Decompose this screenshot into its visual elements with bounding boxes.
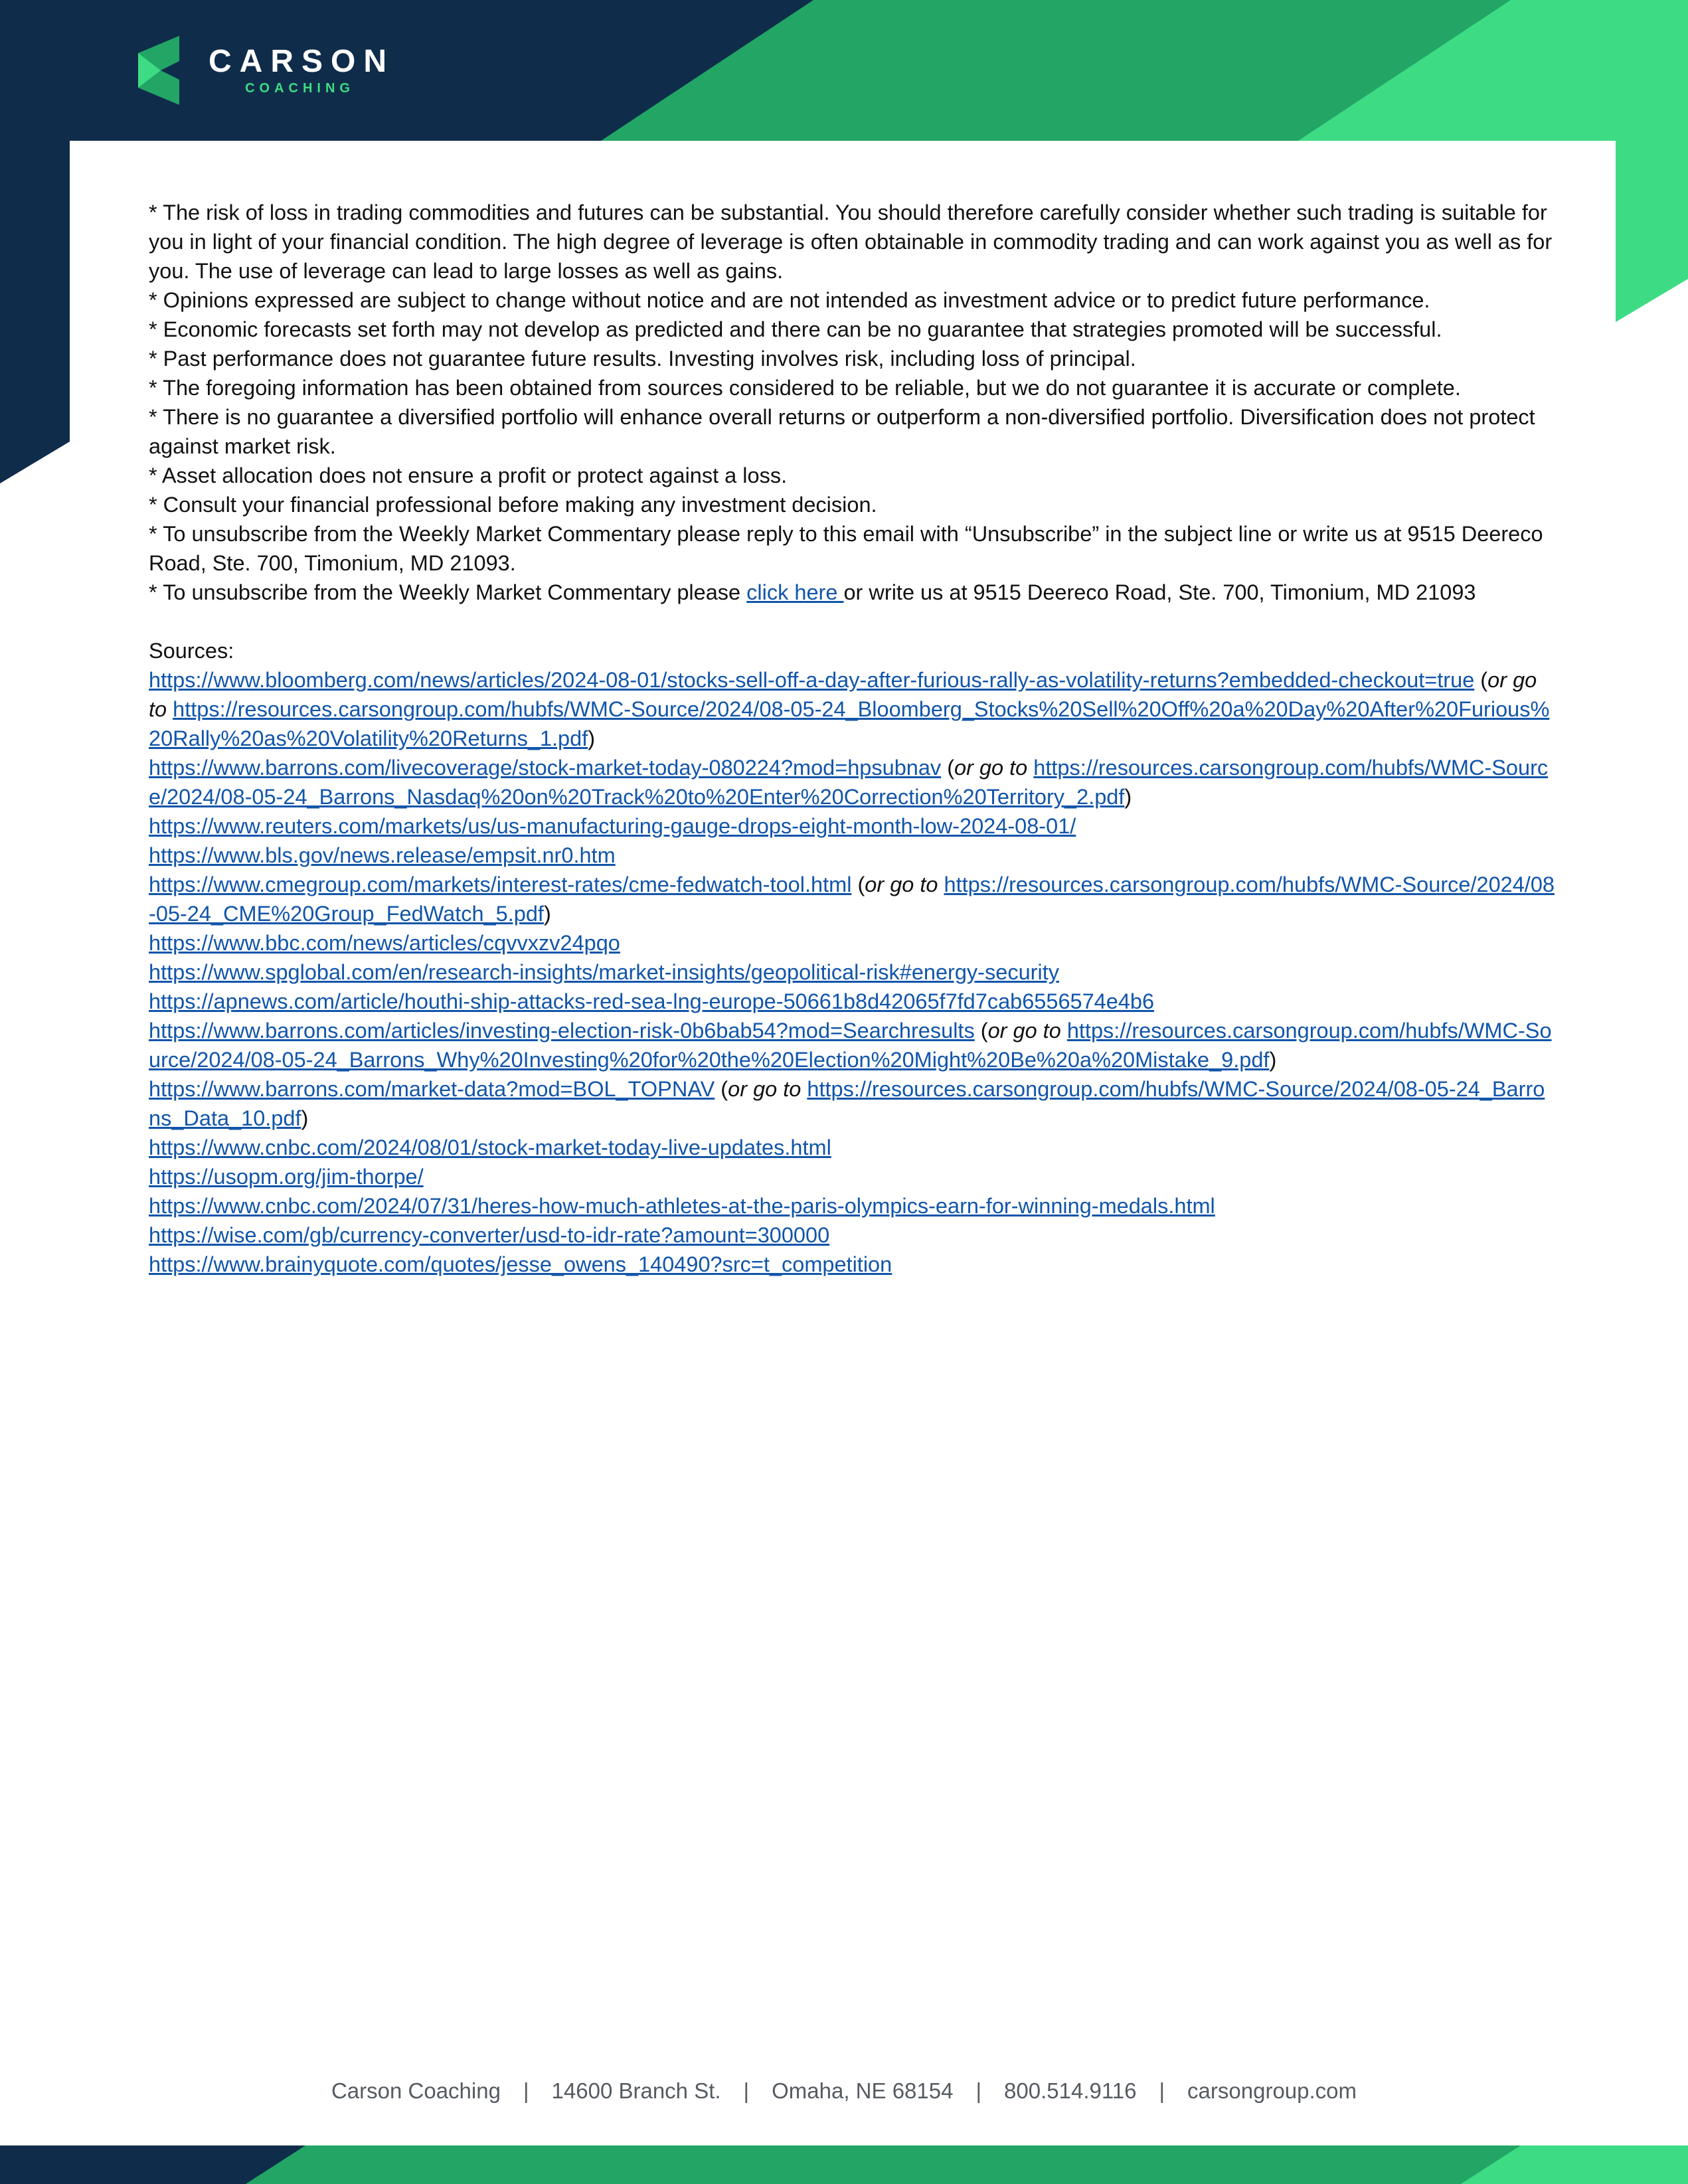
footer-contact bbox=[0, 2078, 1688, 2104]
footer-city: Omaha, NE 68154 bbox=[772, 2078, 954, 2103]
source-alt-link[interactable]: https://resources.carsongroup.com/hubfs/WMC-Source/2024/08-05-24_Barrons_Nasdaq%20on%20Track%20to%20Enter%20Correction%20Territory_2.pdf bbox=[149, 756, 1549, 809]
disclaimer-line: * Consult your financial professional before making any investment decision. bbox=[149, 493, 877, 517]
sources-list bbox=[149, 665, 1557, 1279]
source-item: https://www.cmegroup.com/markets/interest-rates/cme-fedwatch-tool.html (or go to https://resources.carsongroup.com/hubfs/WMC-Source/2024/08-05-24_CME%20Group_FedWatch_5.pdf) bbox=[149, 873, 1555, 926]
source-link[interactable]: https://www.spglobal.com/en/research-insights/market-insights/geopolitical-risk#energy-security bbox=[149, 960, 1059, 984]
source-alt-link[interactable]: https://resources.carsongroup.com/hubfs/WMC-Source/2024/08-05-24_Barrons_Data_10.pdf bbox=[149, 1077, 1545, 1130]
source-item bbox=[149, 1191, 1557, 1220]
source-alt-link[interactable]: https://resources.carsongroup.com/hubfs/WMC-Source/2024/08-05-24_Barrons_Why%20Investing%20for%20the%20Election%20Might%20Be%20a%20Mistake_9.pdf bbox=[149, 1019, 1552, 1072]
unsubscribe-link[interactable]: click here bbox=[746, 580, 844, 604]
or-go-to-label: or go to bbox=[987, 1019, 1061, 1043]
logo-name: CARSON bbox=[209, 44, 395, 79]
disclaimer-line: * The foregoing information has been obtained from sources considered to be reliable, but we do not guarantee it is accurate or complete. bbox=[149, 376, 1461, 400]
source-link[interactable]: https://apnews.com/article/houthi-ship-attacks-red-sea-lng-europe-50661b8d42065f7fd7cab6556574e4b6 bbox=[149, 989, 1155, 1013]
logo-mark-icon bbox=[138, 36, 179, 105]
source-link[interactable]: https://www.bbc.com/news/articles/cqvvxzv24pqo bbox=[149, 931, 620, 955]
footer-separator: | bbox=[523, 2078, 529, 2103]
disclaimer-line: * The risk of loss in trading commodities and futures can be substantial. You should therefore carefully consider whether such trading is suitable for you in light of your financial condition. The high degree of leverage is often obtainable in commodity trading and can work against you as well as for you. The use of leverage can lead to large losses as well as gains. bbox=[149, 201, 1553, 283]
sources-section bbox=[149, 636, 1557, 1279]
source-item bbox=[149, 811, 1557, 841]
sources-heading: Sources: bbox=[149, 639, 234, 663]
footer-street: 14600 Branch St. bbox=[551, 2078, 721, 2103]
source-link[interactable]: https://usopm.org/jim-thorpe/ bbox=[149, 1165, 424, 1189]
source-link[interactable]: https://wise.com/gb/currency-converter/usd-to-idr-rate?amount=300000 bbox=[149, 1223, 830, 1247]
logo-subtitle: COACHING bbox=[245, 81, 355, 96]
source-link[interactable]: https://www.reuters.com/markets/us/us-manufacturing-gauge-drops-eight-month-low-2024-08-01/ bbox=[149, 814, 1076, 838]
or-go-to-label: or go to bbox=[954, 756, 1028, 780]
footer-band bbox=[0, 2145, 1688, 2184]
source-item bbox=[149, 1250, 1557, 1279]
source-link[interactable]: https://www.cnbc.com/2024/08/01/stock-market-today-live-updates.html bbox=[149, 1135, 831, 1159]
source-link[interactable]: https://www.bloomberg.com/news/articles/2024-08-01/stocks-sell-off-a-day-after-furious-rally-as-volatility-returns?embedded-checkout=true bbox=[149, 668, 1475, 692]
source-link[interactable]: https://www.barrons.com/articles/investing-election-risk-0b6bab54?mod=Searchresults bbox=[149, 1019, 975, 1043]
disclaimer-line: * Opinions expressed are subject to change without notice and are not intended as investment advice or to predict future performance. bbox=[149, 288, 1430, 312]
disclaimer-line: * Past performance does not guarantee future results. Investing involves risk, including loss of principal. bbox=[149, 347, 1136, 371]
source-item bbox=[149, 1220, 1557, 1250]
disclaimer-line: * To unsubscribe from the Weekly Market Commentary please reply to this email with “Unsubscribe” in the subject line or write us at 9515 Deereco Road, Ste. 700, Timonium, MD 21093. bbox=[149, 522, 1543, 575]
source-link[interactable]: https://www.brainyquote.com/quotes/jesse_owens_140490?src=t_competition bbox=[149, 1252, 892, 1276]
source-item: https://www.barrons.com/articles/investing-election-risk-0b6bab54?mod=Searchresults (or go to https://resources.carsongroup.com/hubfs/WMC-Source/2024/08-05-24_Barrons_Why%20Investing%20for%20the%20Election%20Might%20Be%20a%20Mistake_9.pdf) bbox=[149, 1019, 1552, 1072]
disclaimer-line: * Economic forecasts set forth may not develop as predicted and there can be no guarantee that strategies promoted will be successful. bbox=[149, 317, 1442, 341]
source-link[interactable]: https://www.barrons.com/livecoverage/stock-market-today-080224?mod=hpsubnav bbox=[149, 756, 942, 780]
unsubscribe-line bbox=[149, 578, 1557, 607]
source-item bbox=[149, 987, 1557, 1016]
carson-coaching-logo bbox=[138, 36, 395, 105]
footer-separator: | bbox=[975, 2078, 982, 2103]
source-item: https://www.barrons.com/market-data?mod=BOL_TOPNAV (or go to https://resources.carsongroup.com/hubfs/WMC-Source/2024/08-05-24_Barrons_Data_10.pdf) bbox=[149, 1077, 1545, 1130]
footer-phone: 800.514.9116 bbox=[1004, 2078, 1137, 2103]
footer-separator: | bbox=[743, 2078, 750, 2103]
source-alt-link[interactable]: https://resources.carsongroup.com/hubfs/WMC-Source/2024/08-05-24_Bloomberg_Stocks%20Sell%20Off%20a%20Day%20After%20Furious%20Rally%20as%20Volatility%20Returns_1.pdf bbox=[149, 697, 1550, 750]
unsubscribe-text-before: * To unsubscribe from the Weekly Market Commentary please bbox=[149, 580, 747, 604]
source-item bbox=[149, 928, 1557, 958]
disclaimer-line: * Asset allocation does not ensure a profit or protect against a loss. bbox=[149, 463, 788, 487]
or-go-to-label: or go to bbox=[865, 873, 938, 896]
source-item: https://www.barrons.com/livecoverage/stock-market-today-080224?mod=hpsubnav (or go to https://resources.carsongroup.com/hubfs/WMC-Source/2024/08-05-24_Barrons_Nasdaq%20on%20Track%20to%20Enter%20Correction%20Territory_2.pdf) bbox=[149, 756, 1549, 809]
or-go-to-label: or go to bbox=[149, 668, 1537, 721]
source-link[interactable]: https://www.cmegroup.com/markets/interest-rates/cme-fedwatch-tool.html bbox=[149, 873, 852, 896]
document-body bbox=[149, 198, 1557, 1279]
disclaimers bbox=[149, 198, 1557, 607]
source-link[interactable]: https://www.cnbc.com/2024/07/31/heres-how-much-athletes-at-the-paris-olympics-earn-for-winning-medals.html bbox=[149, 1194, 1215, 1218]
source-item bbox=[149, 1133, 1557, 1162]
source-alt-link[interactable]: https://resources.carsongroup.com/hubfs/WMC-Source/2024/08-05-24_CME%20Group_FedWatch_5.pdf bbox=[149, 873, 1555, 926]
disclaimer-line: * There is no guarantee a diversified portfolio will enhance overall returns or outperform a non-diversified portfolio. Diversification does not protect against market risk. bbox=[149, 405, 1535, 458]
footer-website: carsongroup.com bbox=[1187, 2078, 1357, 2103]
source-item bbox=[149, 958, 1557, 987]
source-item bbox=[149, 1162, 1557, 1191]
footer-company: Carson Coaching bbox=[331, 2078, 501, 2103]
source-link[interactable]: https://www.bls.gov/news.release/empsit.nr0.htm bbox=[149, 843, 616, 867]
source-item: https://www.bloomberg.com/news/articles/2024-08-01/stocks-sell-off-a-day-after-furious-rally-as-volatility-returns?embedded-checkout=true (or go to https://resources.carsongroup.com/hubfs/WMC-Source/2024/08-05-24_Bloomberg_Stocks%20Sell%20Off%20a%20Day%20After%20Furious%20Rally%20as%20Volatility%20Returns_1.pdf) bbox=[149, 668, 1550, 750]
footer-separator: | bbox=[1159, 2078, 1165, 2103]
or-go-to-label: or go to bbox=[728, 1077, 802, 1101]
source-item bbox=[149, 841, 1557, 870]
source-link[interactable]: https://www.barrons.com/market-data?mod=BOL_TOPNAV bbox=[149, 1077, 715, 1101]
unsubscribe-text-after: or write us at 9515 Deereco Road, Ste. 700, Timonium, MD 21093 bbox=[843, 580, 1476, 604]
